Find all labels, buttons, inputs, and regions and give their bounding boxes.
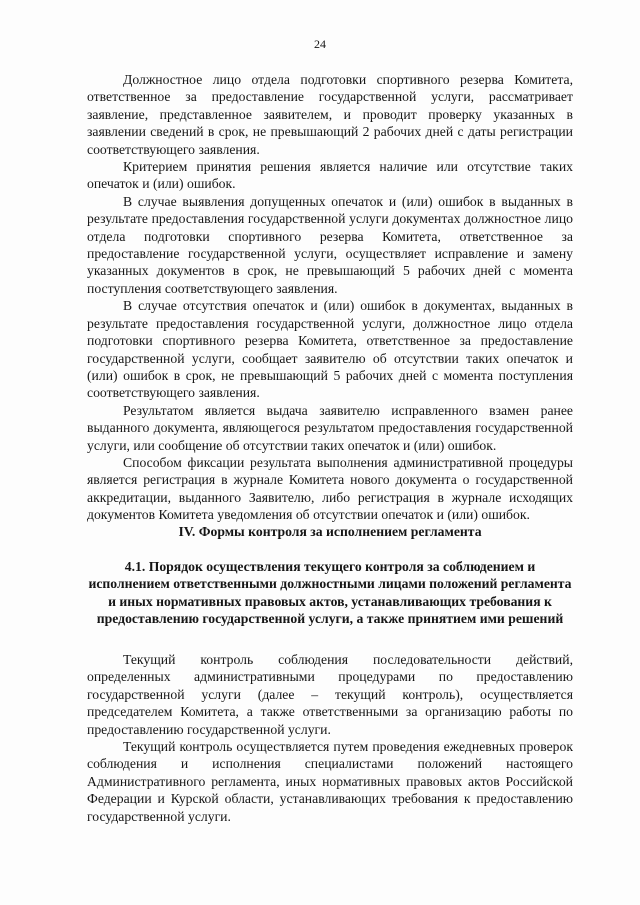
- body-text-bottom: [87, 651, 573, 825]
- paragraph: В случае отсутствия опечаток и (или) ошибок в документах, выданных в результате предоставления государственной услуги, должностное лицо отдела подготовки спортивного резерва Комитета, ответственное за предоставление государственной услуги, сообщает заявителю об отсутствии таких опечаток и (или) ошибок в срок, не превышающий 5 рабочих дней с момента поступления соответствующего заявления.: [87, 298, 573, 401]
- paragraph: Критерием принятия решения является наличие или отсутствие таких опечаток и (или) ошибок.: [87, 159, 573, 192]
- subsection-heading: 4.1. Порядок осуществления текущего контроля за соблюдением и исполнением ответственными должностными лицами положений регламента и иных нормативных правовых актов, устанавливающих требования к предоставлению государственной услуги, а также принятием ими решений: [88, 559, 572, 627]
- paragraph: Способом фиксации результата выполнения административной процедуры является регистрация в журнале Комитета нового документа о государственной аккредитации, выданного Заявителю, либо регистрация в журнале исходящих документов Комитета уведомления об отсутствии опечаток и (или) ошибок.: [87, 454, 573, 523]
- paragraph: Текущий контроль соблюдения последовательности действий, определенных административными процедурами по предоставлению государственной услуги (далее – текущий контроль), осуществляется председателем Комитета, а также ответственными за организацию работы по предоставлению государственной услуги.: [87, 652, 573, 737]
- paragraph: Должностное лицо отдела подготовки спортивного резерва Комитета, ответственное за предоставление государственной услуги, рассматривает заявление, представленное заявителем, и проводит проверку указанных в заявлении сведений в срок, не превышающий 2 рабочих дней с даты регистрации соответствующего заявления.: [87, 72, 573, 157]
- paragraph: Текущий контроль осуществляется путем проведения ежедневных проверок соблюдения и исполнения специалистами положений настоящего Административного регламента, иных нормативных правовых актов Российской Федерации и Курской области, устанавливающих требования к предоставлению государственной услуги.: [87, 739, 573, 824]
- paragraph: В случае выявления допущенных опечаток и (или) ошибок в выданных в результате предоставления государственной услуги документах должностное лицо отдела подготовки спортивного резерва Комитета, ответственное за предоставление государственной услуги, осуществляет исправление и замену указанных документов в срок, не превышающий 5 рабочих дней с момента поступления соответствующего заявления.: [87, 193, 573, 296]
- paragraph: Результатом является выдача заявителю исправленного взамен ранее выданного документа, являющегося результатом предоставления государственной услуги, или сообщение об отсутствии таких опечаток и (или) ошибок.: [87, 402, 573, 453]
- section-heading: IV. Формы контроля за исполнением регламента: [178, 524, 482, 539]
- body-text-top: [87, 71, 573, 524]
- page-number: 24: [314, 37, 326, 51]
